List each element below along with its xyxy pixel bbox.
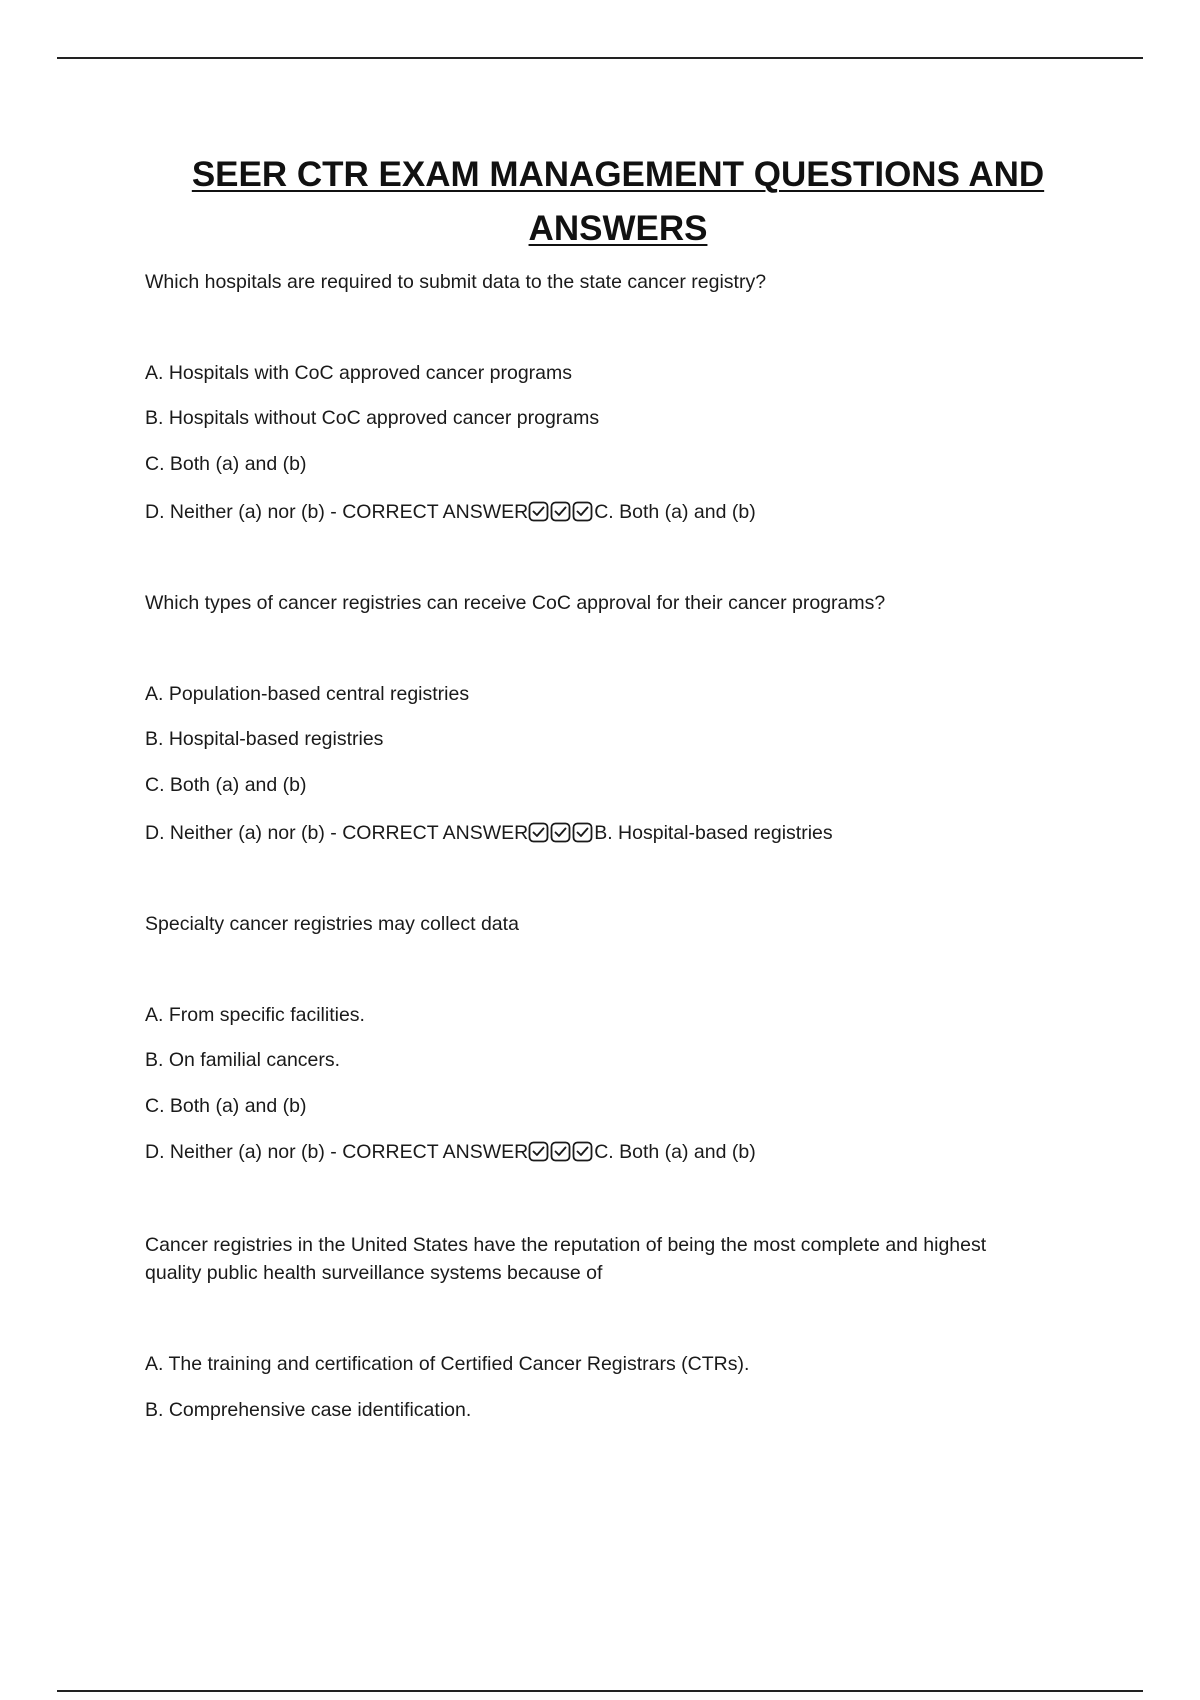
option-b: B. Hospitals without CoC approved cancer programs	[145, 407, 600, 429]
check-box-icon	[528, 1141, 549, 1162]
option-b: B. Hospital-based registries	[145, 728, 384, 750]
option-a: A. From specific facilities.	[145, 1004, 365, 1026]
option-d-answer-row	[145, 498, 756, 526]
check-box-icon	[572, 1141, 593, 1162]
top-rule	[57, 57, 1143, 59]
correct-answer: C. Both (a) and (b)	[594, 1141, 756, 1163]
question-prompt: Cancer registries in the United States have the reputation of being the most complete and highest quality public health surveillance systems because of	[145, 1234, 987, 1284]
option-a: A. Hospitals with CoC approved cancer programs	[145, 362, 573, 384]
option-c: C. Both (a) and (b)	[145, 453, 307, 475]
check-box-icon	[528, 822, 549, 843]
correct-answer: B. Hospital-based registries	[594, 822, 833, 844]
check-box-icon	[528, 501, 549, 522]
option-a: A. The training and certification of Certified Cancer Registrars (CTRs).	[145, 1353, 750, 1375]
check-box-icon	[572, 501, 593, 522]
page-title	[120, 148, 1116, 256]
title-line-2: ANSWERS	[528, 209, 708, 248]
option-b: B. Comprehensive case identification.	[145, 1399, 472, 1421]
question-prompt: Which types of cancer registries can receive CoC approval for their cancer programs?	[145, 592, 886, 614]
question-prompt: Which hospitals are required to submit data to the state cancer registry?	[145, 271, 767, 293]
option-a: A. Population-based central registries	[145, 683, 470, 705]
check-box-icon	[550, 822, 571, 843]
check-box-icon	[572, 822, 593, 843]
check-box-icon	[550, 1141, 571, 1162]
check-box-icon	[550, 501, 571, 522]
option-d-answer-row	[145, 819, 833, 847]
option-d: D. Neither (a) nor (b) - CORRECT ANSWER	[145, 822, 529, 844]
question-prompt: Specialty cancer registries may collect data	[145, 913, 519, 935]
title-line-1: SEER CTR EXAM MANAGEMENT QUESTIONS AND	[191, 155, 1045, 194]
option-d: D. Neither (a) nor (b) - CORRECT ANSWER	[145, 501, 529, 523]
option-c: C. Both (a) and (b)	[145, 774, 307, 796]
option-b: B. On familial cancers.	[145, 1049, 341, 1071]
option-c: C. Both (a) and (b)	[145, 1095, 307, 1117]
option-d-answer-row	[145, 1138, 756, 1166]
bottom-rule	[57, 1690, 1143, 1692]
option-d: D. Neither (a) nor (b) - CORRECT ANSWER	[145, 1141, 529, 1163]
correct-answer: C. Both (a) and (b)	[594, 501, 756, 523]
